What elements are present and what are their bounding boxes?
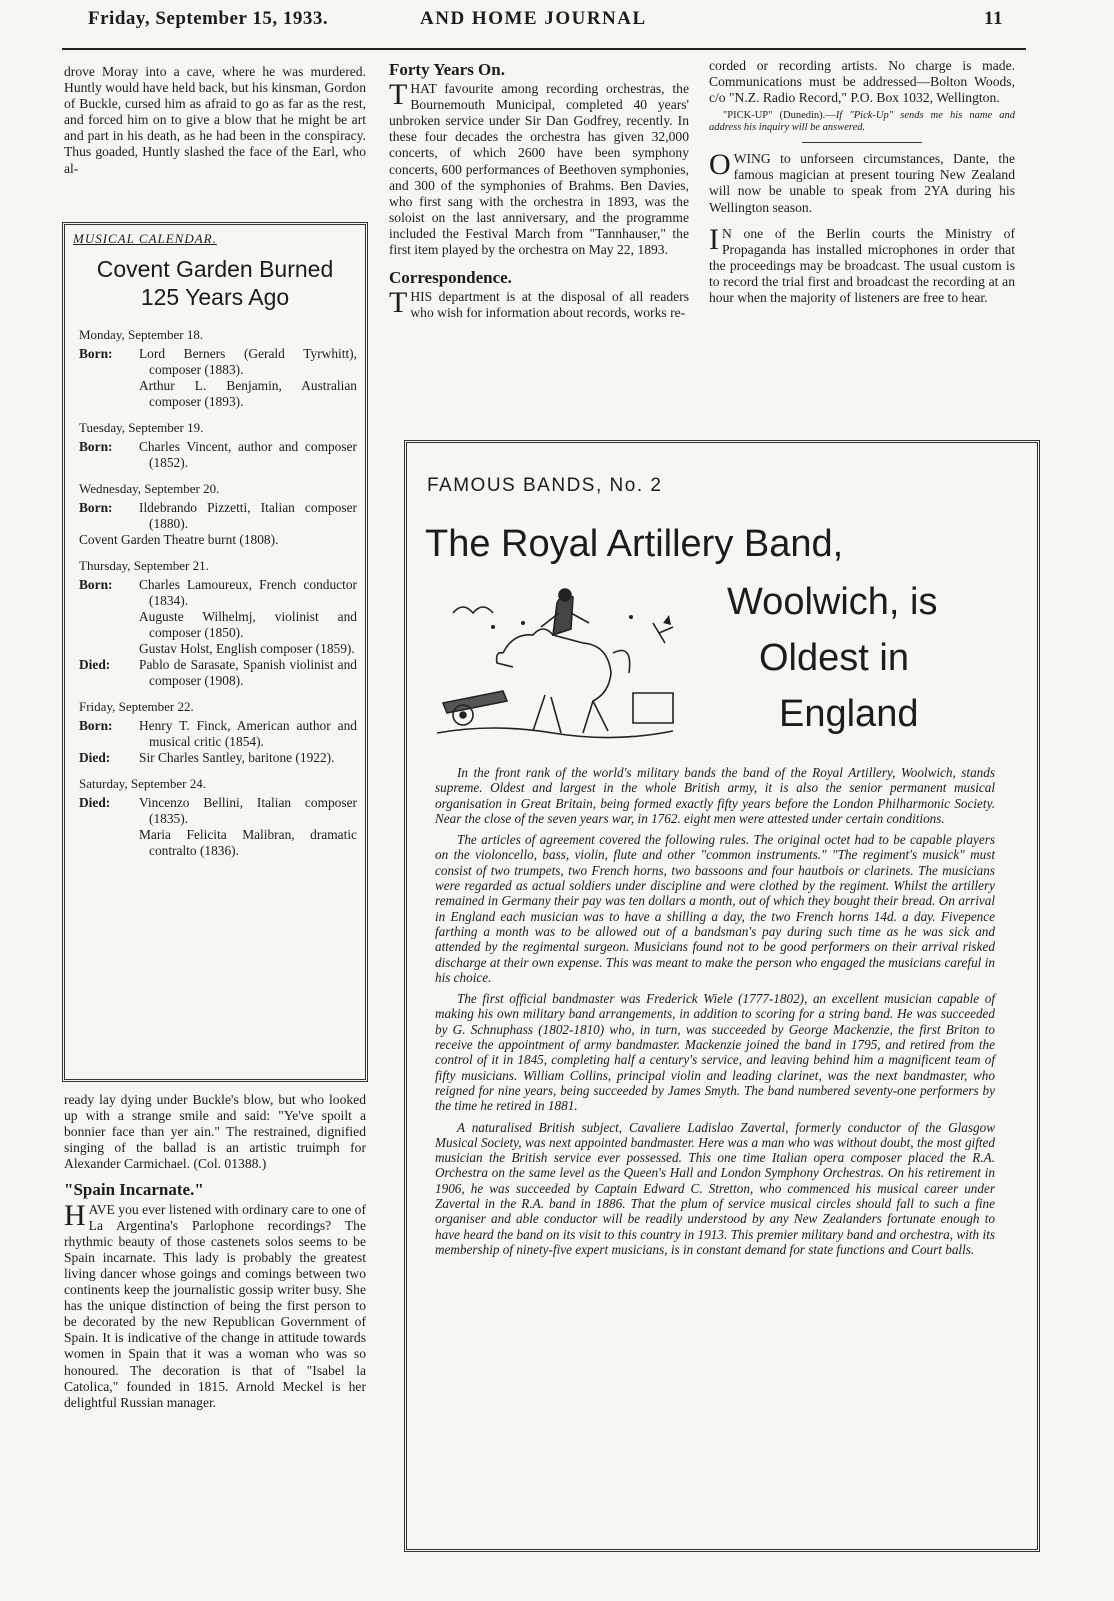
famous-bands-box <box>404 440 1040 1552</box>
band-title-line3: Oldest in <box>759 637 909 679</box>
calendar-label: MUSICAL CALENDAR. <box>73 231 217 246</box>
pickup-reply <box>709 110 1015 134</box>
section-divider <box>802 142 922 143</box>
calendar-entry <box>79 795 357 859</box>
mounted-bandsman-illustration <box>433 583 683 753</box>
calendar-entry-item: Ildebrando Pizzetti, Italian composer (1880). <box>139 500 357 531</box>
dante-notice: OWING to unforseen circumstances, Dante, the famous magician at present touring New Zealand will now be unable to speak from 2YA during his Wellington season. <box>709 148 1015 215</box>
band-title-line2: Woolwich, is <box>727 581 938 623</box>
band-title-line4: England <box>779 693 919 735</box>
issue-date: Friday, September 15, 1933. <box>88 8 329 29</box>
band-paragraph-4: A naturalised British subject, Cavaliere Ladislao Zavertal, formerly conductor of the Glasgow Musical Society, was next appointed bandmaster. Here was a man who was without doubt, the most gifted musician the British service ever possessed. This one time Italian opera composer placed the R.A. Orchestra on the same level as the Queen's Hall and London Symphony Orchestras. On his retirement in 1906, he was succeeded by Captain Edward C. Stretton, who commenced his musical career under Zavertal in the R.A. band in 1886. That the plum of service musical circles should fall to such a fine organiser and able conductor will be readily understood by any New Zealanders fortunate enough to have heard the band on its visit to this country in 1913. This premier military band and orchestra, with its membership of ninety-five expert musicians, is in constant demand for state functions and Court balls. <box>435 1119 995 1257</box>
musical-calendar-box <box>62 222 368 1082</box>
calendar-day-heading: Thursday, September 21. <box>79 558 209 573</box>
column-2 <box>389 58 689 321</box>
band-paragraph-2: The articles of agreement covered the following rules. The original octet had to be capable players on the violoncello, bass, violin, flute and other "common instruments." "The regiment's musick" must consist of two trumpets, two French horns, two bassoons and four hautbois or clarinets. The musicians were regarded as actual soldiers under discipline and were clothed by the regiment. Whilst the artillery remained in Germany their pay was ten dollars a month, out of which they bought their bread. On arrival in England each musician was to have a shilling a day, the two French horns 14d. a day. Fivepence farthing a month was to be allowed out of a bandsman's pay during such time as he was sick and attended by the regimental surgeon. Musicians found not to be good performers on their arrival risked discharge at their own expense. This was meant to make the person who engaged the musicians careful in his choice. <box>435 832 995 985</box>
calendar-entry <box>79 346 357 410</box>
berlin-notice: IN one of the Berlin courts the Ministry of Propaganda has installed microphones in order that the proceedings may be broadcast. The usual custom is to record the trial first and broadcast the recording at an hour when the majority of listeners are free to hear. <box>709 222 1015 306</box>
calendar-days <box>73 327 357 859</box>
journal-title: AND HOME JOURNAL <box>420 8 647 29</box>
calendar-entry-item: Charles Vincent, author and composer (1852). <box>139 439 357 470</box>
calendar-entry-item: Lord Berners (Gerald Tyrwhitt), composer (1883). <box>139 346 357 377</box>
calendar-entry-label: Died: <box>79 795 111 810</box>
calendar-entry-label: Died: <box>79 657 111 672</box>
correspondence-text: THIS department is at the disposal of all readers who wish for information about records, works re- <box>389 286 689 321</box>
correspondence-continued: corded or recording artists. No charge is made. Communications must be addressed—Bolton Woods, c/o "N.Z. Radio Record," P.O. Box 1032, Wellington. <box>709 58 1015 106</box>
calendar-entry-item: Pablo de Sarasate, Spanish violinist and composer (1908). <box>139 657 357 688</box>
calendar-entry-item: Maria Felicita Malibran, dramatic contralto (1836). <box>139 827 357 858</box>
calendar-entry <box>79 532 357 548</box>
calendar-day-heading: Monday, September 18. <box>79 327 204 342</box>
calendar-entry-item: Henry T. Finck, American author and musical critic (1854). <box>139 718 357 749</box>
calendar-entry-item: Auguste Wilhelmj, violinist and composer (1850). <box>139 609 357 640</box>
calendar-day-heading: Wednesday, September 20. <box>79 481 220 496</box>
calendar-entry-item: Covent Garden Theatre burnt (1808). <box>79 532 279 547</box>
header-rule <box>62 48 1026 50</box>
calendar-title: Covent Garden Burned 125 Years Ago <box>96 256 334 310</box>
moray-article-text: drove Moray into a cave, where he was murdered. Huntly would have held back, but his kinsman, Gordon of Buckle, cursed him as afraid to go as far as the rest, and forced him on to give a blow that he might be art and part in his death, as he had been in the conspiracy. Thus goaded, Huntly slashed the face of the Earl, who al- <box>64 64 366 176</box>
calendar-entry <box>79 657 357 689</box>
calendar-entry-label: Born: <box>79 439 113 454</box>
calendar-entry <box>79 577 357 657</box>
calendar-entry-label: Born: <box>79 346 113 361</box>
calendar-entry-item: Charles Lamoureux, French conductor (1834). <box>139 577 357 608</box>
spain-heading: "Spain Incarnate." <box>64 1180 204 1200</box>
band-paragraph-1: In the front rank of the world's military bands the band of the Royal Artillery, Woolwich, stands supreme. Oldest and largest in the whole British army, it is also the senior permanent musical organisation in Great Britain, being formed exactly fifty years before the London Philharmonic Society. Near the close of the seven years war, in 1762. eight men were attested under certain conditions. <box>435 765 995 826</box>
correspondence-heading: Correspondence. <box>389 268 512 288</box>
column-1-intro <box>64 64 366 177</box>
forty-years-heading: Forty Years On. <box>389 60 505 79</box>
calendar-entry-item: Gustav Holst, English composer (1859). <box>139 641 355 656</box>
forty-years-text: THAT favourite among recording orchestras, the Bournemouth Municipal, completed 40 years' unbroken service under Sir Dan Godfrey, recently. In these four decades the orchestra has given 32,000 concerts, of which 2600 have been symphony concerts, 600 performances of Beethoven symphonies, and 300 of the symphonies of Brahms. Ben Davies, who first sang with the orchestra in 1893, was the soloist on the last anniversary, and the programme included the Festival March from "Tannhauser," the first item played by the orchestra on May 22, 1893. <box>389 78 689 258</box>
band-article <box>435 765 995 1263</box>
calendar-day-heading: Tuesday, September 19. <box>79 420 204 435</box>
calendar-entry <box>79 718 357 750</box>
calendar-entry-item: Arthur L. Benjamin, Australian composer (1893). <box>139 378 357 409</box>
page-number: 11 <box>984 8 1003 29</box>
calendar-entry-label: Born: <box>79 500 113 515</box>
calendar-day-heading: Saturday, September 24. <box>79 776 206 791</box>
column-3 <box>709 58 1015 306</box>
calendar-entry <box>79 750 357 766</box>
calendar-entry-label: Born: <box>79 718 113 733</box>
calendar-entry <box>79 500 357 532</box>
band-title-line1: The Royal Artillery Band, <box>425 523 844 565</box>
calendar-entry-item: Vincenzo Bellini, Italian composer (1835). <box>139 795 357 826</box>
ballad-continuation: ready lay dying under Buckle's blow, but who looked up with a strange smile and said: "Ye've spoilt a bonnier face than yer ain." The restrained, dignified singing of the ballad is an artistic truimph for Alexander Carmichael. (Col. 01388.) <box>64 1092 366 1172</box>
pickup-name: "PICK-UP" (Dunedin).— <box>723 110 836 122</box>
series-label: FAMOUS BANDS, No. 2 <box>427 475 663 496</box>
calendar-entry-label: Died: <box>79 750 111 765</box>
calendar-entry <box>79 439 357 471</box>
spain-article-text: HAVE you ever listened with ordinary care to one of La Argentina's Parlophone recordings? The rhythmic beauty of those castenets solos seems to be Spain incarnate. This lady is probably the greatest living dancer whose goings and comings between two continents keep the journalistic gossip writer busy. She has the unique distinction of being the first person to be decorated by the new Republican Government of Spain. It is indicative of the change in attitude towards women in Spain that it was a woman who was so honoured. The decoration is that of "Isabel la Catolica," founded in 1815. Arnold Meckel is her delightful Russian manager. <box>64 1198 366 1410</box>
calendar-entry-label: Born: <box>79 577 113 592</box>
pickup-note: If "Pick-Up" sends me his name and address his inquiry will be answered. <box>709 110 1015 134</box>
calendar-day-heading: Friday, September 22. <box>79 699 194 714</box>
column-1-continued <box>64 1092 366 1411</box>
band-paragraph-3: The first official bandmaster was Frederick Wiele (1777-1802), an excellent musician capable of making his own military band arrangements, in addition to scoring for a string band. He was succeeded by G. Schnuphass (1802-1810) who, in turn, was succeeded by George Mackenzie, the first Briton to receive the appointment of army bandmaster. Mackenzie joined the band in 1795, and retired from the control of it in 1845, completing half a century's service, and leaving behind him a magnificent team of fifty musicians. William Collins, principal violin and leading clarinet, was the next bandmaster, who reigned for nine years, being succeeded by James Smyth. The band numbered seventy-one performers by the time he retired in 1881. <box>435 991 995 1114</box>
calendar-entry-item: Sir Charles Santley, baritone (1922). <box>139 750 335 765</box>
